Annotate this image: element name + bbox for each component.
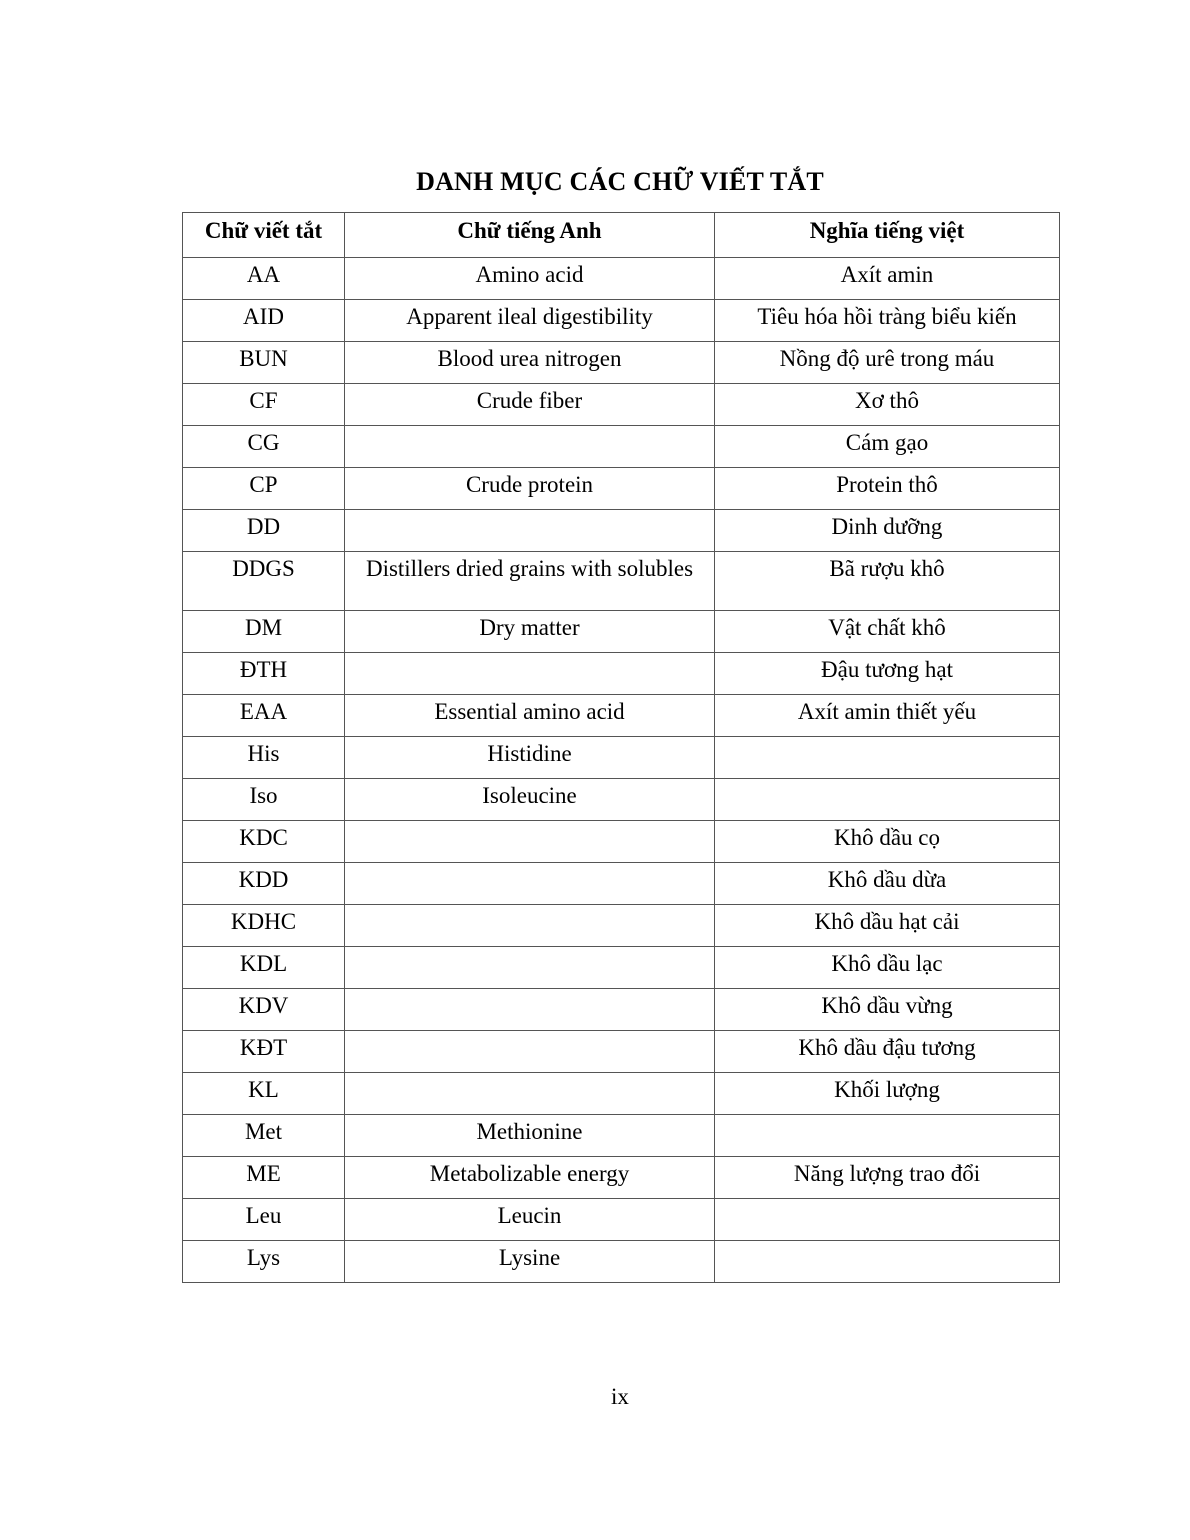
english-term-cell: Blood urea nitrogen [345,342,715,384]
abbreviation-cell: CF [183,384,345,426]
vietnamese-meaning-cell: Khô dầu dừa [715,863,1060,905]
vietnamese-meaning-cell: Khối lượng [715,1073,1060,1115]
page-title: DANH MỤC CÁC CHỮ VIẾT TẮT [416,167,824,196]
english-term-cell [345,426,715,468]
vietnamese-meaning-cell [715,1115,1060,1157]
abbreviation-cell: Leu [183,1199,345,1241]
abbreviation-cell: KDL [183,947,345,989]
english-term-cell: Amino acid [345,258,715,300]
vietnamese-meaning-cell: Axít amin [715,258,1060,300]
vietnamese-meaning-cell [715,779,1060,821]
abbreviation-cell: AA [183,258,345,300]
vietnamese-meaning-cell: Dinh dưỡng [715,510,1060,552]
english-term-cell [345,947,715,989]
table-row [183,384,1060,426]
table-row [183,905,1060,947]
table-row [183,300,1060,342]
english-term-cell: Apparent ileal digestibility [345,300,715,342]
table-row [183,695,1060,737]
abbreviation-cell: KL [183,1073,345,1115]
table-row [183,653,1060,695]
header-english-term: Chữ tiếng Anh [345,213,715,258]
table-row [183,1073,1060,1115]
vietnamese-meaning-cell: Xơ thô [715,384,1060,426]
table-header-row [183,213,1060,258]
english-term-cell: Crude fiber [345,384,715,426]
english-term-cell [345,653,715,695]
abbreviation-cell: Iso [183,779,345,821]
vietnamese-meaning-cell: Khô dầu cọ [715,821,1060,863]
page-number: ix [611,1384,629,1409]
vietnamese-meaning-cell: Khô dầu lạc [715,947,1060,989]
table-row [183,552,1060,611]
abbreviation-cell: KDV [183,989,345,1031]
table-row [183,510,1060,552]
vietnamese-meaning-cell: Khô dầu hạt cải [715,905,1060,947]
english-term-cell: Methionine [345,1115,715,1157]
abbreviation-cell: DM [183,611,345,653]
abbreviation-cell: DDGS [183,552,345,611]
english-term-cell [345,905,715,947]
table-row [183,1115,1060,1157]
abbreviation-cell: KDHC [183,905,345,947]
vietnamese-meaning-cell [715,737,1060,779]
abbreviation-cell: KDC [183,821,345,863]
vietnamese-meaning-cell: Năng lượng trao đổi [715,1157,1060,1199]
table-row [183,779,1060,821]
english-term-cell: Histidine [345,737,715,779]
english-term-cell [345,821,715,863]
abbreviation-cell: ME [183,1157,345,1199]
vietnamese-meaning-cell: Bã rượu khô [715,552,1060,611]
abbreviation-cell: CG [183,426,345,468]
vietnamese-meaning-cell: Tiêu hóa hồi tràng biểu kiến [715,300,1060,342]
vietnamese-meaning-cell [715,1199,1060,1241]
vietnamese-meaning-cell: Axít amin thiết yếu [715,695,1060,737]
english-term-cell: Crude protein [345,468,715,510]
table-row [183,258,1060,300]
english-term-cell: Leucin [345,1199,715,1241]
header-abbreviation: Chữ viết tắt [183,213,345,258]
abbreviation-cell: Met [183,1115,345,1157]
english-term-cell [345,510,715,552]
english-term-cell [345,863,715,905]
abbreviation-cell: CP [183,468,345,510]
table-row [183,1157,1060,1199]
table-row [183,426,1060,468]
table-row [183,737,1060,779]
table-row [183,468,1060,510]
abbreviation-cell: BUN [183,342,345,384]
table-row [183,1241,1060,1283]
english-term-cell: Isoleucine [345,779,715,821]
abbreviation-cell: His [183,737,345,779]
table-row [183,863,1060,905]
header-vietnamese-meaning: Nghĩa tiếng việt [715,213,1060,258]
vietnamese-meaning-cell: Khô dầu đậu tương [715,1031,1060,1073]
vietnamese-meaning-cell [715,1241,1060,1283]
vietnamese-meaning-cell: Nồng độ urê trong máu [715,342,1060,384]
table-row [183,821,1060,863]
abbreviation-cell: DD [183,510,345,552]
english-term-cell: Essential amino acid [345,695,715,737]
abbreviation-cell: Lys [183,1241,345,1283]
english-term-cell [345,989,715,1031]
table-row [183,611,1060,653]
abbreviation-cell: EAA [183,695,345,737]
vietnamese-meaning-cell: Vật chất khô [715,611,1060,653]
abbreviation-cell: KDD [183,863,345,905]
english-term-cell [345,1073,715,1115]
english-term-cell: Lysine [345,1241,715,1283]
table-row [183,947,1060,989]
vietnamese-meaning-cell: Cám gạo [715,426,1060,468]
table-row [183,989,1060,1031]
abbreviation-cell: KĐT [183,1031,345,1073]
table-row [183,1199,1060,1241]
abbreviation-cell: ĐTH [183,653,345,695]
english-term-cell: Dry matter [345,611,715,653]
abbreviations-table [182,212,1060,1283]
vietnamese-meaning-cell: Protein thô [715,468,1060,510]
abbreviation-cell: AID [183,300,345,342]
english-term-cell: Metabolizable energy [345,1157,715,1199]
english-term-cell [345,1031,715,1073]
english-term-cell: Distillers dried grains with solubles [345,552,715,611]
table-row [183,342,1060,384]
vietnamese-meaning-cell: Đậu tương hạt [715,653,1060,695]
table-row [183,1031,1060,1073]
vietnamese-meaning-cell: Khô dầu vừng [715,989,1060,1031]
